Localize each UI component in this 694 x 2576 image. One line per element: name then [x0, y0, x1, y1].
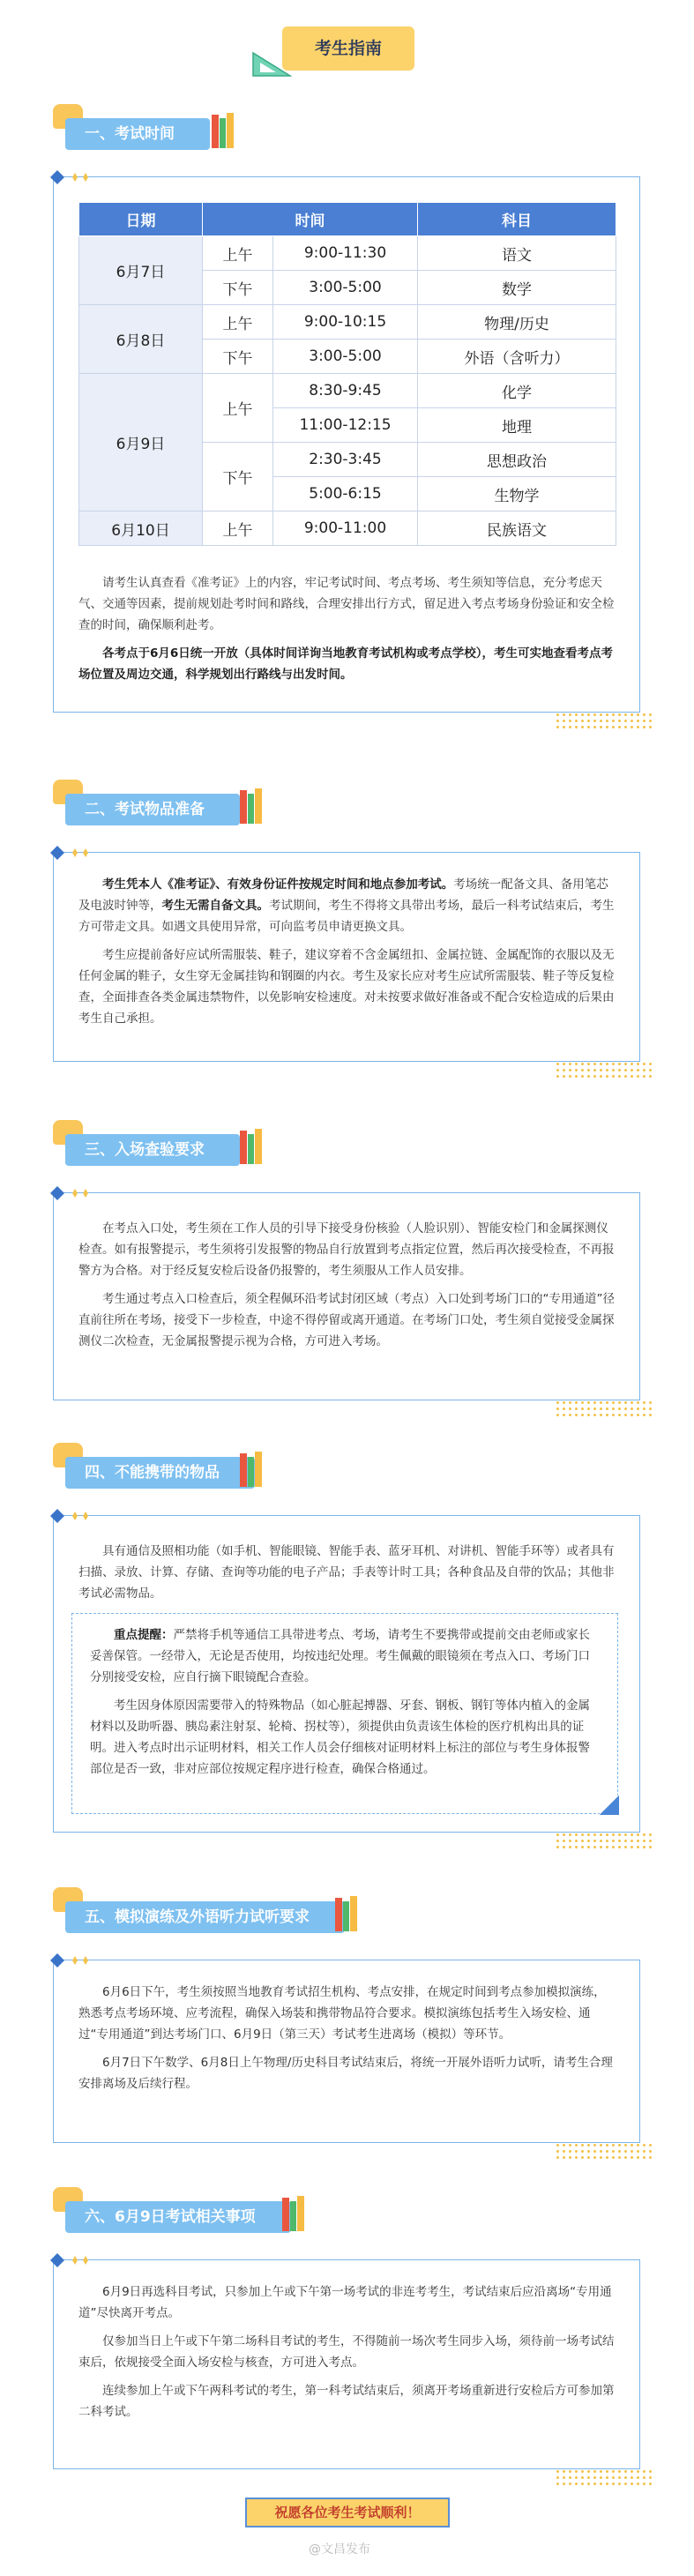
paragraph: 仅参加当日上午或下午第二场科目考试的考生，不得随前一场次考生同步入场，须待前一场考试结束后，依规接受全面入场安检与核查，方可进入考点。: [78, 2334, 615, 2370]
diamond-stars-icon: [50, 846, 103, 860]
dot-pattern: [555, 2142, 652, 2162]
emphasis: 考生凭本人《准考证》、有效身份证件按规定时间和地点参加考试。: [102, 877, 454, 892]
section-card-rehearsal: [53, 1960, 640, 2143]
subject-cell: 语文: [418, 236, 616, 271]
section-card-june9: [53, 2259, 640, 2469]
ampm-cell: 下午: [203, 271, 273, 305]
books-icon: [238, 787, 265, 825]
good-luck-banner: 祝愿各位考生考试顺利！: [245, 2498, 450, 2527]
subject-cell: 化学: [418, 374, 616, 408]
section-header-materials: [53, 780, 317, 831]
ampm-cell: 上午: [203, 374, 273, 443]
important-note-box: [71, 1613, 618, 1814]
subject-cell: 生物学: [418, 477, 616, 511]
time-cell: 8:30-9:45: [273, 374, 418, 408]
paragraph: 请考生认真查看《准考证》上的内容，牢记考试时间、考点考场、考生须知等信息，充分考虑天气、交通等因素，提前规划赴考时间和路线，合理安排出行方式，留足进入考点考场身份验证和安全检查的时间，确保顺利赴考。: [78, 576, 615, 632]
table-row: [79, 374, 616, 408]
ampm-cell: 上午: [203, 511, 273, 546]
section-body: [78, 1982, 616, 2102]
time-cell: 11:00-12:15: [273, 408, 418, 443]
books-icon: [238, 1450, 265, 1489]
ampm-cell: 下午: [203, 340, 273, 374]
date-cell: 6月8日: [79, 305, 203, 374]
section-title: 四、不能携带的物品: [65, 1457, 255, 1489]
section-card-materials: [53, 852, 640, 1062]
paragraph: 考生通过考点入口检查后，须全程佩环沿考试封闭区域（考点）入口处到考场门口的“专用通道”径直前往所在考场，接受下一步检查，中途不得停留或离开通道。在考场门口处，考生须自觉接受金属探测仪二次检查，无金属报警提示视为合格，方可进入考场。: [78, 1292, 615, 1348]
subject-cell: 物理/历史: [418, 305, 616, 340]
paragraph: 具有通信及照相功能（如手机、智能眼镜、智能手表、蓝牙耳机、对讲机、智能手环等）或者具有扫描、录放、计算、存储、查询等功能的电子产品；手表等计时工具；各种食品及自带的饮品；其他非考试必需物品。: [78, 1544, 615, 1601]
page-title: 考生指南: [282, 26, 414, 71]
section-title: 三、入场查验要求: [65, 1134, 240, 1166]
books-icon: [238, 1127, 265, 1166]
table-row: [79, 511, 616, 546]
subject-cell: 地理: [418, 408, 616, 443]
section-card-prohibited: [53, 1515, 640, 1833]
time-cell: 3:00-5:00: [273, 271, 418, 305]
paragraph: 考生因身体原因需要带入的特殊物品（如心脏起搏器、牙套、钢板、钢钉等体内植入的金属材料以及助听器、胰岛素注射泵、轮椅、拐杖等），须提供由负责该生体检的医疗机构出具的证明。进入考点时出示证明材料，相关工作人员会仔细核对证明材料上标注的部位与考生身体报警部位是否一致，非对应部位按规定程序进行检查，确保合格通过。: [90, 1699, 590, 1776]
books-icon: [210, 111, 236, 150]
paragraph: [90, 1624, 601, 1688]
paragraph: 考生应提前备好应试所需服装、鞋子，建议穿着不含金属纽扣、金属拉链、金属配饰的衣服以及无任何金属的鞋子，女生穿无金属挂钩和钢圈的内衣。考生及家长应对考生应试所需服装、鞋子等反复检查，全面排查各类金属违禁物件，以免影响安检速度。对未按要求做好准备或不配合安检造成的后果由考生自己承担。: [78, 948, 615, 1026]
diamond-stars-icon: [50, 170, 103, 184]
section-title: 二、考试物品准备: [65, 794, 240, 825]
paragraph: [78, 874, 616, 937]
date-cell: 6月9日: [79, 374, 203, 511]
table-header: 时间: [203, 203, 418, 236]
dot-pattern: [555, 1832, 652, 1851]
time-cell: 9:00-10:15: [273, 305, 418, 340]
note-label: 重点提醒：: [114, 1628, 174, 1642]
section-header-june9: [53, 2187, 406, 2238]
diamond-stars-icon: [50, 1953, 103, 1967]
paragraph: 在考点入口处，考生须在工作人员的引导下接受身份核验（人脸识别）、智能安检门和金属探测仪检查。如有报警提示，考生须将引发报警的物品自行放置到考点指定位置，然后再次接受检查，不再报警方为合格。对于经反复安检后设备仍报警的，考生须服从工作人员安排。: [78, 1221, 615, 1278]
books-icon: [280, 2194, 307, 2233]
diamond-stars-icon: [50, 1186, 103, 1200]
subject-cell: 思想政治: [418, 443, 616, 477]
text: 考场统一配备文具、备用笔芯及电波时钟等，: [78, 877, 608, 913]
section-header-prohibited: [53, 1443, 317, 1494]
note-body: [90, 1624, 601, 1787]
section-card-exam-time: [53, 176, 640, 713]
dot-pattern: [555, 1400, 652, 1419]
subject-cell: 民族语文: [418, 511, 616, 546]
paragraph-bold: 各考点于6月6日统一开放（具体时间详询当地教育考试机构或考点学校），考生可实地查看考点考场位置及周边交通，科学规划出行路线与出发时间。: [78, 646, 614, 682]
section-title: 五、模拟演练及外语听力试听要求: [65, 1901, 345, 1933]
section-body: [78, 874, 616, 1036]
section-header-exam-time: [53, 104, 317, 155]
emphasis: 考生无需自备文具。: [161, 899, 269, 913]
section-body: [78, 1218, 616, 1359]
dot-pattern: [555, 712, 652, 731]
time-cell: 3:00-5:00: [273, 340, 418, 374]
table-row: [79, 305, 616, 340]
title-banner: [0, 26, 694, 79]
section-body: [78, 1541, 616, 1611]
ampm-cell: 上午: [203, 305, 273, 340]
table-header: 日期: [79, 203, 203, 236]
text: 考试期间，考生不得将文具带出考场，最后一科考试结束后，考生方可带走文具。如遇文具使用异常，可向监考员申请更换文具。: [78, 899, 615, 934]
section-header-rehearsal: [53, 1887, 406, 1938]
time-cell: 9:00-11:30: [273, 236, 418, 271]
diamond-stars-icon: [50, 1509, 103, 1523]
section-header-entry-check: [53, 1120, 317, 1171]
books-icon: [333, 1894, 360, 1933]
paragraph: 6月9日再选科目考试，只参加上午或下午第一场考试的非连考考生，考试结束后应沿离场“专用通道”尽快离开考点。: [78, 2285, 612, 2320]
time-cell: 2:30-3:45: [273, 443, 418, 477]
subject-cell: 数学: [418, 271, 616, 305]
section-card-entry-check: [53, 1192, 640, 1400]
page-fold-icon: [600, 1796, 619, 1815]
ampm-cell: 下午: [203, 443, 273, 511]
watermark: @文昌发布: [309, 2542, 370, 2557]
section-title: 六、6月9日考试相关事项: [65, 2201, 291, 2233]
text: 严禁将手机等通信工具带进考点、考场，请考生不要携带或提前交由老师或家长妥善保管。一经带入，无论是否使用，均按违纪处理。考生佩戴的眼镜须在考点入口、考场门口分别接受安检，应自行摘下眼镜配合查验。: [90, 1628, 590, 1684]
paragraph: 连续参加上午或下午两科考试的考生，第一科考试结束后，须离开考场重新进行安检后方可参加第二科考试。: [78, 2384, 615, 2419]
diamond-stars-icon: [50, 2253, 103, 2267]
exam-schedule-table: [78, 202, 616, 546]
section-body: [78, 2281, 616, 2430]
table-header: 科目: [418, 203, 616, 236]
ampm-cell: 上午: [203, 236, 273, 271]
date-cell: 6月7日: [79, 236, 203, 305]
date-cell: 6月10日: [79, 511, 203, 546]
dot-pattern: [555, 2468, 652, 2488]
section-title: 一、考试时间: [65, 118, 210, 150]
section-body: [78, 572, 616, 692]
time-cell: 9:00-11:00: [273, 511, 418, 546]
paragraph: 6月7日下午数学、6月8日上午物理/历史科目考试结束后，将统一开展外语听力试听，请考生合理安排离场及后续行程。: [78, 2056, 613, 2091]
paragraph: 6月6日下午，考生须按照当地教育考试招生机构、考点安排，在规定时间到考点参加模拟演练，熟悉考点考场环境、应考流程，确保入场装和携带物品符合要求。模拟演练包括考生入场安检、通过“专用通道”到达考场门口、6月9日（第三天）考试考生进离场（模拟）等环节。: [78, 1985, 606, 2042]
dot-pattern: [555, 1061, 652, 1080]
table-row: [79, 236, 616, 271]
subject-cell: 外语（含听力）: [418, 340, 616, 374]
time-cell: 5:00-6:15: [273, 477, 418, 511]
